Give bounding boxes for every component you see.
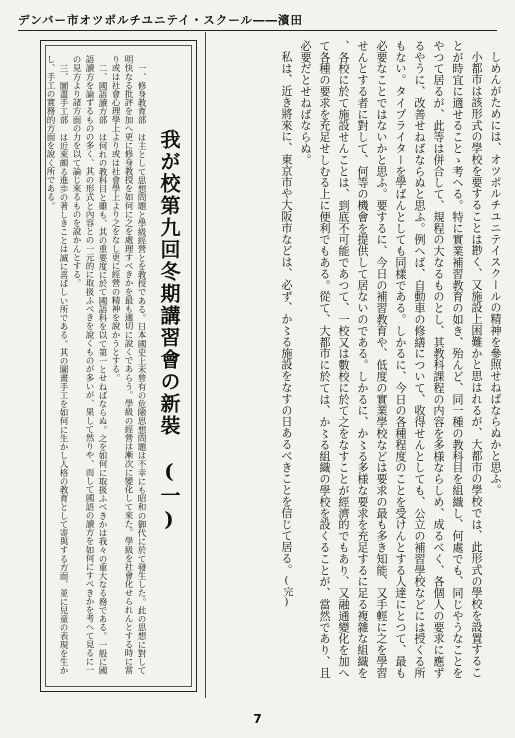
header-rule xyxy=(18,30,497,31)
main-paragraph-2: 小都市は該形式の學校を要することは尠く、又施設上困難かと思はれるが、大都市の學校では、此形式の學校を設置することが時宜に適せることゝ考へる。特に實業補習教育の如き、殆んど、同一種の教科目を組織し、何處でも、同じやうなことをやつて居るが、此等は併合して、規程の大なるものとし、其教科課程の内容を多様ならしめ、成るべく、各個人の要求に應ずるやうに、改善せねばならぬと思ふ。例へば、自動車の修繕について、收得せんとしても、公立の補習學校などには授くる所もない。タイプライターを學ばんとしても同樣である。しかるに、今日の各種程度のことを受けんとする人達にとつて、最も必要なことではないかと思ふ。要するに、今日の補習教育や、低度の實業學校などは要求の最も多き知能、又手輕に之を學習せんとする者に對して、何等の機會を提供して居ないのである。しかるに、か〻る多様な要求を充足するに足る複雜な組織を、各校に於て施設せんことは、到底不可能であつて、一校又は數校に於て之をなすことが經濟的でもあり、又融通變化を加へて各種の要求を充足せしむる上に便利でもある。從て、大都市に於ては、か〻る組織の學校を設くることが、當然であり、且必要だとせねばならぬ。 xyxy=(299,40,483,679)
announcement-body xyxy=(47,55,147,675)
announcement-box xyxy=(40,40,197,692)
end-mark: (完) xyxy=(281,575,292,609)
announcement-title: 我が校第九回冬期講習會の新裝 (一) xyxy=(157,129,181,533)
running-head xyxy=(18,12,497,28)
announcement-paragraph-3: 三、圖畫手工部 は近來頗る進歩の著しきことは誠に喜ばしい所である。其の圖畫手工を如何に生かし人格の教育として寄與する方面、並に兒童の表現を生かし、手工の實務的方面を說く所である。 xyxy=(45,55,68,675)
announcement-paragraph-1: 一、修身教育部 は主として思想問題と學級經營とを教授である。日本國史上未曾有の危險思想問題は不幸にも昭和の御代に於て發生した。此の思想に對して明快なる批評を加へ更に修身教授を如何に之を處理すべきかを最も適切に說くであらう。學級の經營は漸次に變化して來た。學級を社會化せられんとする時に當り或は社會心理學上より或は社會學上より之をなし更に經營の精神を說かうとする。 xyxy=(110,55,146,675)
main-paragraph-3-text: 私は、近き將來に、東京市や大阪市などは、必ず、か〻る施設をなすの日あるべきことを信じて居る。 xyxy=(280,51,293,576)
main-paragraph-3 xyxy=(277,40,296,680)
page-number: 7 xyxy=(253,712,262,726)
announcement-paragraph-2: 二、國語讀方部 は何れの教科目と雖も、其の重要度に於て國語科を以て第一とせねばならぬ。之を如何に取扱ふべきかは我々の重大なる務である。一般に國語讀方を論ずるものの多く、其の形式と內容との一元的に取扱ふべきを說くものが多いが、果して然りや、而して國語の讀方を如何にすべきかを考へて見るに一の見方より諸方面の力を以て論じ來るものを說かんとする。 xyxy=(71,55,107,675)
main-article-body xyxy=(213,40,505,680)
main-paragraph-1: しめんがためには、オツポルチユニテイスクールの精神を參照せねばならぬかと思ふ。 xyxy=(489,51,502,496)
running-head-text: デンバー市オツポルチユニテイ・スクール――濱田 xyxy=(18,13,303,27)
column-divider xyxy=(205,32,206,698)
